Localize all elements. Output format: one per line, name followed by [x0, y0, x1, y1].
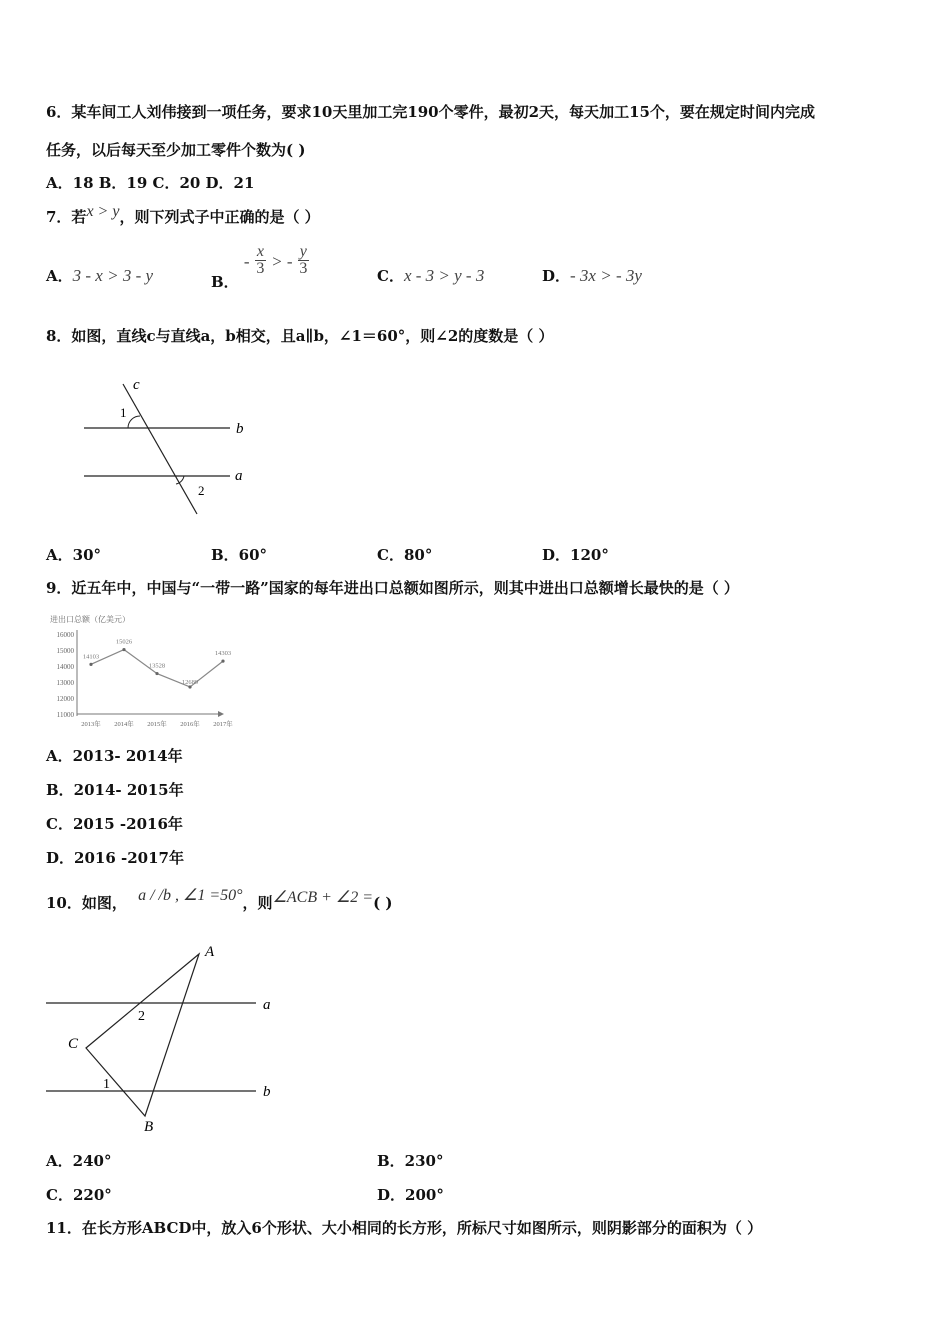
q7-option-a-expr: 3 - x > 3 - y — [72, 266, 154, 285]
q10-expression: ∠ACB + ∠2 = — [272, 889, 374, 906]
q9-option-b: B．2014- 2015年 — [46, 781, 184, 799]
y-tick-label: 14000 — [56, 663, 74, 671]
q7-option-b-label: B． — [211, 272, 239, 291]
q9-option-a: A．2013- 2014年 — [46, 747, 183, 765]
q7-option-b-gt: > - — [271, 251, 293, 271]
label-a: a — [235, 468, 243, 484]
label-angle1: 1 — [103, 1077, 110, 1092]
q7-option-d-label: D． — [542, 267, 571, 285]
q7-option-c — [377, 265, 484, 286]
q9-stem: 9．近五年中，中国与“一带一路”国家的每年进出口总额如图所示，则其中进出口总额增长最快的是（ ） — [46, 579, 739, 597]
q7-option-b-frac2 — [298, 244, 309, 277]
q7-option-c-expr: x - 3 > y - 3 — [403, 266, 485, 285]
angle1-arc — [128, 416, 140, 428]
q7-option-c-label: C． — [377, 267, 404, 285]
data-label: 12689 — [181, 678, 199, 686]
label-b: b — [236, 421, 244, 437]
y-tick-label: 11000 — [56, 711, 74, 719]
line-c — [123, 384, 197, 514]
label-A: A — [205, 944, 215, 960]
q10-option-b: B．230° — [377, 1152, 444, 1170]
q10-option-a: A．240° — [46, 1152, 112, 1170]
x-tick-label: 2014年 — [114, 721, 134, 728]
q7-option-b-frac1 — [255, 244, 266, 277]
q7-stem — [46, 203, 320, 228]
data-label: 14303 — [214, 650, 232, 658]
q9-chart — [46, 610, 233, 732]
frac2-num: y — [299, 243, 307, 260]
q10-mid: ，则 — [242, 894, 273, 912]
label-angle2: 2 — [138, 1009, 145, 1024]
q6-options: A．18 B．19 C．20 D．21 — [46, 174, 255, 192]
q7-condition: x > y — [86, 203, 120, 220]
q8-stem: 8．如图，直线c与直线a，b相交，且a∥b，∠1＝60°，则∠2的度数是（ ） — [46, 327, 554, 345]
y-tick-label: 16000 — [56, 631, 74, 639]
q7-option-b — [211, 243, 309, 291]
q10-prefix: 10．如图， — [46, 894, 127, 912]
q6-stem-line2: 任务，以后每天至少加工零件个数为( ) — [46, 141, 306, 159]
q7-option-b-minus: - — [243, 251, 250, 271]
data-point — [122, 648, 125, 651]
data-point — [221, 660, 224, 663]
q9-option-d: D．2016 -2017年 — [46, 849, 184, 867]
x-tick-label: 2013年 — [81, 721, 101, 728]
label-angle2: 2 — [198, 483, 205, 498]
x-tick-label: 2015年 — [147, 721, 167, 728]
x-axis-arrow — [218, 711, 224, 717]
q8-figure — [70, 370, 270, 520]
q7-option-a-label: A． — [46, 267, 73, 285]
label-C: C — [68, 1036, 79, 1052]
data-label: 13528 — [148, 662, 166, 670]
x-tick-label: 2017年 — [213, 721, 233, 728]
q8-option-b: B．60° — [211, 546, 268, 564]
q7-suffix: ，则下列式子中正确的是（ ） — [119, 208, 320, 226]
q11-stem: 11．在长方形ABCD中，放入6个形状、大小相同的长方形，所标尺寸如图所示，则阴影部分的面积为（ ） — [46, 1219, 763, 1237]
chart-title: 进出口总额（亿美元） — [50, 615, 130, 624]
label-angle1: 1 — [120, 405, 127, 420]
q10-condition: a / /b , ∠1 =50° — [138, 887, 243, 904]
q10-suffix: ( ) — [373, 894, 393, 912]
y-tick-label: 15000 — [56, 647, 74, 655]
frac2-den: 3 — [299, 260, 308, 277]
label-a: a — [263, 997, 271, 1013]
data-label: 14103 — [82, 653, 100, 661]
q8-option-a: A．30° — [46, 546, 102, 564]
q10-figure — [40, 940, 300, 1135]
x-tick-label: 2016年 — [180, 721, 200, 728]
q6-stem-line1: 6．某车间工人刘伟接到一项任务，要求10天里加工完190个零件，最初2天，每天加工15个，要在规定时间内完成 — [46, 103, 815, 121]
frac1-den: 3 — [256, 260, 265, 277]
q7-prefix: 7．若 — [46, 208, 87, 226]
q8-option-c: C．80° — [377, 546, 433, 564]
q7-option-d-expr: - 3x > - 3y — [570, 266, 642, 285]
y-tick-label: 13000 — [56, 679, 74, 687]
label-B: B — [144, 1119, 154, 1135]
frac1-num: x — [256, 243, 264, 260]
data-label: 15026 — [115, 638, 133, 646]
data-point — [155, 672, 158, 675]
q10-option-d: D．200° — [377, 1186, 444, 1204]
q10-option-c: C．220° — [46, 1186, 112, 1204]
y-tick-label: 12000 — [56, 695, 74, 703]
q7-option-a — [46, 265, 153, 286]
q9-option-c: C．2015 -2016年 — [46, 815, 183, 833]
q10-stem — [46, 887, 393, 914]
label-b: b — [263, 1084, 271, 1100]
data-point — [89, 663, 92, 666]
q7-option-d — [542, 265, 642, 286]
q8-option-d: D．120° — [542, 546, 609, 564]
label-c: c — [133, 377, 140, 393]
